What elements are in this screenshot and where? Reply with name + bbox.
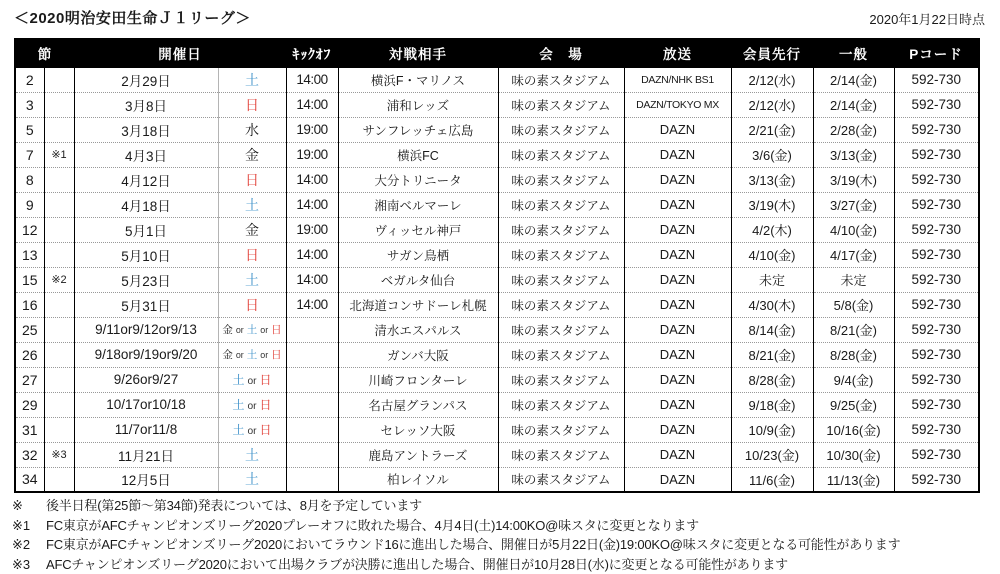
cell-bc: DAZN bbox=[624, 192, 731, 217]
cell-date: 12月5日 bbox=[74, 467, 218, 492]
cell-round: 9 bbox=[15, 192, 44, 217]
header-cell: 開催日 bbox=[74, 39, 286, 67]
day-of-week: 土 bbox=[245, 271, 259, 288]
cell-round: 5 bbox=[15, 117, 44, 142]
note-line bbox=[12, 516, 988, 536]
cell-pcode: 592-730 bbox=[894, 167, 979, 192]
cell-day bbox=[218, 242, 286, 267]
cell-general: 2/28(金) bbox=[813, 117, 894, 142]
page-title: ＜2020明治安田生命Ｊ１リーグ＞ bbox=[14, 10, 251, 27]
day-or-text: or bbox=[247, 401, 257, 412]
cell-venue: 味の素スタジアム bbox=[498, 167, 624, 192]
cell-venue: 味の素スタジアム bbox=[498, 342, 624, 367]
cell-member: 3/13(金) bbox=[731, 167, 813, 192]
table-row bbox=[15, 192, 979, 217]
cell-date: 3月18日 bbox=[74, 117, 218, 142]
header-cell: 会 場 bbox=[498, 39, 624, 67]
cell-kick bbox=[286, 442, 338, 467]
day-of-week: 土 bbox=[246, 324, 258, 336]
cell-pcode: 592-730 bbox=[894, 117, 979, 142]
cell-remark bbox=[44, 467, 74, 492]
cell-date: 9/26or9/27 bbox=[74, 367, 218, 392]
cell-member: 4/10(金) bbox=[731, 242, 813, 267]
cell-date: 9/18or9/19or9/20 bbox=[74, 342, 218, 367]
cell-opp: 名古屋グランパス bbox=[338, 392, 498, 417]
table-row bbox=[15, 142, 979, 167]
cell-pcode: 592-730 bbox=[894, 142, 979, 167]
header-cell: Pコード bbox=[894, 39, 979, 67]
cell-remark bbox=[44, 117, 74, 142]
table-row bbox=[15, 67, 979, 92]
cell-pcode: 592-730 bbox=[894, 467, 979, 492]
day-of-week: 日 bbox=[271, 324, 282, 336]
cell-round: 3 bbox=[15, 92, 44, 117]
day-or-text: or bbox=[247, 376, 257, 387]
cell-pcode: 592-730 bbox=[894, 217, 979, 242]
cell-opp: 横浜FC bbox=[338, 142, 498, 167]
top-bar bbox=[14, 7, 985, 28]
cell-pcode: 592-730 bbox=[894, 367, 979, 392]
cell-date: 4月3日 bbox=[74, 142, 218, 167]
cell-member: 未定 bbox=[731, 267, 813, 292]
cell-date: 5月1日 bbox=[74, 217, 218, 242]
cell-general: 5/8(金) bbox=[813, 292, 894, 317]
cell-venue: 味の素スタジアム bbox=[498, 217, 624, 242]
cell-kick: 19:00 bbox=[286, 142, 338, 167]
table-row bbox=[15, 467, 979, 492]
day-of-week: 金 bbox=[245, 146, 259, 163]
day-of-week: 日 bbox=[259, 423, 272, 437]
day-or-text: or bbox=[235, 350, 244, 360]
cell-general: 4/17(金) bbox=[813, 242, 894, 267]
cell-kick: 14:00 bbox=[286, 192, 338, 217]
cell-kick bbox=[286, 342, 338, 367]
cell-opp: ヴィッセル神戸 bbox=[338, 217, 498, 242]
cell-kick: 19:00 bbox=[286, 117, 338, 142]
note-mark: ※1 bbox=[12, 517, 31, 533]
cell-general: 8/21(金) bbox=[813, 317, 894, 342]
cell-round: 7 bbox=[15, 142, 44, 167]
table-row bbox=[15, 317, 979, 342]
cell-general: 4/10(金) bbox=[813, 217, 894, 242]
table-row bbox=[15, 367, 979, 392]
cell-general: 9/25(金) bbox=[813, 392, 894, 417]
cell-bc: DAZN bbox=[624, 292, 731, 317]
cell-round: 34 bbox=[15, 467, 44, 492]
header-cell: 節 bbox=[15, 39, 74, 67]
table-row bbox=[15, 117, 979, 142]
cell-kick: 14:00 bbox=[286, 267, 338, 292]
cell-opp: 鹿島アントラーズ bbox=[338, 442, 498, 467]
cell-opp: 川崎フロンターレ bbox=[338, 367, 498, 392]
cell-remark bbox=[44, 417, 74, 442]
table-header bbox=[15, 39, 979, 67]
cell-remark bbox=[44, 192, 74, 217]
day-of-week: 土 bbox=[232, 373, 245, 387]
cell-member: 11/6(金) bbox=[731, 467, 813, 492]
cell-date: 10/17or10/18 bbox=[74, 392, 218, 417]
cell-pcode: 592-730 bbox=[894, 392, 979, 417]
cell-venue: 味の素スタジアム bbox=[498, 317, 624, 342]
cell-bc: DAZN bbox=[624, 367, 731, 392]
cell-date: 11月21日 bbox=[74, 442, 218, 467]
table-header-row bbox=[15, 39, 979, 67]
cell-pcode: 592-730 bbox=[894, 192, 979, 217]
cell-day bbox=[218, 67, 286, 92]
cell-venue: 味の素スタジアム bbox=[498, 67, 624, 92]
cell-day bbox=[218, 292, 286, 317]
cell-round: 13 bbox=[15, 242, 44, 267]
cell-general: 11/13(金) bbox=[813, 467, 894, 492]
notes bbox=[12, 496, 988, 574]
cell-round: 12 bbox=[15, 217, 44, 242]
cell-date: 4月12日 bbox=[74, 167, 218, 192]
day-of-week: 日 bbox=[259, 373, 272, 387]
table-row bbox=[15, 242, 979, 267]
cell-remark bbox=[44, 92, 74, 117]
cell-general: 3/19(木) bbox=[813, 167, 894, 192]
cell-day bbox=[218, 192, 286, 217]
schedule-table bbox=[14, 38, 980, 493]
cell-kick bbox=[286, 417, 338, 442]
table-row bbox=[15, 217, 979, 242]
cell-general: 2/14(金) bbox=[813, 92, 894, 117]
table-row bbox=[15, 267, 979, 292]
header-cell: ｷｯｸｵﾌ bbox=[286, 39, 338, 67]
cell-venue: 味の素スタジアム bbox=[498, 242, 624, 267]
table-row bbox=[15, 442, 979, 467]
cell-opp: 大分トリニータ bbox=[338, 167, 498, 192]
cell-day bbox=[218, 267, 286, 292]
note-line bbox=[12, 555, 988, 574]
cell-venue: 味の素スタジアム bbox=[498, 417, 624, 442]
cell-day bbox=[218, 92, 286, 117]
cell-bc: DAZN bbox=[624, 117, 731, 142]
day-or-text: or bbox=[247, 426, 257, 437]
cell-bc: DAZN/TOKYO MX bbox=[624, 92, 731, 117]
cell-general: 未定 bbox=[813, 267, 894, 292]
cell-general: 3/13(金) bbox=[813, 142, 894, 167]
table-row bbox=[15, 417, 979, 442]
cell-kick bbox=[286, 367, 338, 392]
cell-venue: 味の素スタジアム bbox=[498, 142, 624, 167]
cell-pcode: 592-730 bbox=[894, 417, 979, 442]
cell-bc: DAZN bbox=[624, 167, 731, 192]
cell-bc: DAZN/NHK BS1 bbox=[624, 67, 731, 92]
note-mark: ※ bbox=[12, 498, 23, 513]
cell-remark: ※2 bbox=[44, 267, 74, 292]
cell-member: 9/18(金) bbox=[731, 392, 813, 417]
cell-member: 10/23(金) bbox=[731, 442, 813, 467]
cell-venue: 味の素スタジアム bbox=[498, 367, 624, 392]
table-row bbox=[15, 342, 979, 367]
cell-date: 11/7or11/8 bbox=[74, 417, 218, 442]
cell-venue: 味の素スタジアム bbox=[498, 467, 624, 492]
cell-general: 8/28(金) bbox=[813, 342, 894, 367]
cell-venue: 味の素スタジアム bbox=[498, 442, 624, 467]
cell-general: 10/16(金) bbox=[813, 417, 894, 442]
day-of-week: 日 bbox=[245, 296, 259, 313]
cell-pcode: 592-730 bbox=[894, 442, 979, 467]
note-line bbox=[12, 535, 988, 555]
header-cell: 会員先行 bbox=[731, 39, 813, 67]
cell-round: 32 bbox=[15, 442, 44, 467]
cell-kick: 14:00 bbox=[286, 67, 338, 92]
day-of-week: 日 bbox=[271, 349, 282, 361]
day-of-week: 日 bbox=[245, 246, 259, 263]
cell-venue: 味の素スタジアム bbox=[498, 292, 624, 317]
cell-opp: サンフレッチェ広島 bbox=[338, 117, 498, 142]
cell-opp: ガンバ大阪 bbox=[338, 342, 498, 367]
day-of-week: 土 bbox=[232, 423, 245, 437]
cell-pcode: 592-730 bbox=[894, 67, 979, 92]
cell-venue: 味の素スタジアム bbox=[498, 267, 624, 292]
cell-bc: DAZN bbox=[624, 267, 731, 292]
day-of-week: 土 bbox=[246, 349, 258, 361]
cell-round: 27 bbox=[15, 367, 44, 392]
note-text: 後半日程(第25節～第34節)発表については、8月を予定しています bbox=[46, 498, 422, 513]
table-row bbox=[15, 92, 979, 117]
cell-opp: 横浜F・マリノス bbox=[338, 67, 498, 92]
cell-bc: DAZN bbox=[624, 242, 731, 267]
cell-remark bbox=[44, 342, 74, 367]
as-of-date: 2020年1月22日時点 bbox=[869, 12, 985, 27]
note-text: FC東京がAFCチャンピオンズリーグ2020においてラウンド16に進出した場合、開催日が5月22日(金)19:00KO@味スタに変更となる可能性があります bbox=[46, 537, 901, 552]
table-row bbox=[15, 167, 979, 192]
cell-date: 5月31日 bbox=[74, 292, 218, 317]
header-cell: 放送 bbox=[624, 39, 731, 67]
cell-opp: 北海道コンサドーレ札幌 bbox=[338, 292, 498, 317]
cell-remark bbox=[44, 292, 74, 317]
note-text: AFCチャンピオンズリーグ2020において出場クラブが決勝に進出した場合、開催日が10月28日(水)に変更となる可能性があります bbox=[46, 556, 788, 572]
cell-member: 4/30(木) bbox=[731, 292, 813, 317]
cell-date: 2月29日 bbox=[74, 67, 218, 92]
note-mark: ※3 bbox=[12, 556, 31, 572]
cell-day bbox=[218, 417, 286, 442]
cell-kick: 14:00 bbox=[286, 167, 338, 192]
cell-opp: 柏レイソル bbox=[338, 467, 498, 492]
cell-bc: DAZN bbox=[624, 392, 731, 417]
note-line bbox=[12, 496, 988, 516]
cell-general: 10/30(金) bbox=[813, 442, 894, 467]
cell-kick bbox=[286, 317, 338, 342]
cell-date: 4月18日 bbox=[74, 192, 218, 217]
cell-bc: DAZN bbox=[624, 317, 731, 342]
cell-round: 25 bbox=[15, 317, 44, 342]
cell-opp: 湘南ベルマーレ bbox=[338, 192, 498, 217]
cell-day bbox=[218, 317, 286, 342]
cell-member: 10/9(金) bbox=[731, 417, 813, 442]
cell-date: 5月23日 bbox=[74, 267, 218, 292]
day-of-week: 水 bbox=[245, 121, 259, 138]
cell-venue: 味の素スタジアム bbox=[498, 92, 624, 117]
cell-opp: サガン鳥栖 bbox=[338, 242, 498, 267]
cell-bc: DAZN bbox=[624, 342, 731, 367]
cell-date: 5月10日 bbox=[74, 242, 218, 267]
cell-pcode: 592-730 bbox=[894, 92, 979, 117]
day-of-week: 土 bbox=[245, 471, 259, 488]
cell-pcode: 592-730 bbox=[894, 242, 979, 267]
cell-day bbox=[218, 392, 286, 417]
cell-member: 2/12(水) bbox=[731, 92, 813, 117]
table-row bbox=[15, 292, 979, 317]
cell-pcode: 592-730 bbox=[894, 292, 979, 317]
cell-member: 8/14(金) bbox=[731, 317, 813, 342]
day-of-week: 金 bbox=[245, 221, 259, 238]
cell-venue: 味の素スタジアム bbox=[498, 192, 624, 217]
header-cell: 一般 bbox=[813, 39, 894, 67]
cell-day bbox=[218, 142, 286, 167]
cell-date: 3月8日 bbox=[74, 92, 218, 117]
cell-round: 26 bbox=[15, 342, 44, 367]
cell-day bbox=[218, 342, 286, 367]
cell-opp: セレッソ大阪 bbox=[338, 417, 498, 442]
cell-day bbox=[218, 467, 286, 492]
day-of-week: 日 bbox=[259, 398, 272, 412]
cell-day bbox=[218, 167, 286, 192]
day-of-week: 土 bbox=[245, 446, 259, 463]
note-text: FC東京がAFCチャンピオンズリーグ2020プレーオフに敗れた場合、4月4日(土)14:00KO@味スタに変更となります bbox=[46, 517, 699, 533]
cell-remark: ※1 bbox=[44, 142, 74, 167]
cell-member: 4/2(木) bbox=[731, 217, 813, 242]
note-mark: ※2 bbox=[12, 537, 31, 552]
cell-member: 8/28(金) bbox=[731, 367, 813, 392]
cell-member: 2/21(金) bbox=[731, 117, 813, 142]
cell-remark bbox=[44, 167, 74, 192]
cell-member: 2/12(水) bbox=[731, 67, 813, 92]
cell-member: 8/21(金) bbox=[731, 342, 813, 367]
cell-day bbox=[218, 367, 286, 392]
day-or-text: or bbox=[235, 325, 244, 335]
day-or-text: or bbox=[260, 325, 269, 335]
cell-day bbox=[218, 442, 286, 467]
cell-round: 15 bbox=[15, 267, 44, 292]
cell-kick bbox=[286, 392, 338, 417]
cell-pcode: 592-730 bbox=[894, 317, 979, 342]
cell-round: 31 bbox=[15, 417, 44, 442]
cell-opp: 清水エスパルス bbox=[338, 317, 498, 342]
cell-general: 2/14(金) bbox=[813, 67, 894, 92]
cell-general: 9/4(金) bbox=[813, 367, 894, 392]
cell-remark bbox=[44, 317, 74, 342]
day-of-week: 金 bbox=[222, 324, 233, 336]
cell-kick bbox=[286, 467, 338, 492]
cell-venue: 味の素スタジアム bbox=[498, 392, 624, 417]
cell-kick: 14:00 bbox=[286, 92, 338, 117]
cell-opp: 浦和レッズ bbox=[338, 92, 498, 117]
cell-day bbox=[218, 217, 286, 242]
cell-bc: DAZN bbox=[624, 217, 731, 242]
cell-venue: 味の素スタジアム bbox=[498, 117, 624, 142]
day-of-week: 土 bbox=[245, 196, 259, 213]
cell-opp: ベガルタ仙台 bbox=[338, 267, 498, 292]
cell-day bbox=[218, 117, 286, 142]
day-of-week: 土 bbox=[245, 71, 259, 88]
cell-member: 3/19(木) bbox=[731, 192, 813, 217]
header-cell: 対戦相手 bbox=[338, 39, 498, 67]
cell-remark bbox=[44, 367, 74, 392]
cell-remark: ※3 bbox=[44, 442, 74, 467]
cell-bc: DAZN bbox=[624, 142, 731, 167]
cell-pcode: 592-730 bbox=[894, 342, 979, 367]
cell-bc: DAZN bbox=[624, 417, 731, 442]
cell-remark bbox=[44, 242, 74, 267]
day-of-week: 土 bbox=[232, 398, 245, 412]
cell-remark bbox=[44, 67, 74, 92]
cell-pcode: 592-730 bbox=[894, 267, 979, 292]
schedule-rows bbox=[15, 67, 979, 492]
table-row bbox=[15, 392, 979, 417]
cell-remark bbox=[44, 217, 74, 242]
cell-round: 2 bbox=[15, 67, 44, 92]
day-of-week: 金 bbox=[222, 349, 233, 361]
day-of-week: 日 bbox=[245, 96, 259, 113]
day-of-week: 日 bbox=[245, 171, 259, 188]
cell-general: 3/27(金) bbox=[813, 192, 894, 217]
cell-round: 16 bbox=[15, 292, 44, 317]
cell-round: 29 bbox=[15, 392, 44, 417]
cell-member: 3/6(金) bbox=[731, 142, 813, 167]
cell-kick: 19:00 bbox=[286, 217, 338, 242]
cell-kick: 14:00 bbox=[286, 242, 338, 267]
cell-remark bbox=[44, 392, 74, 417]
cell-bc: DAZN bbox=[624, 467, 731, 492]
cell-round: 8 bbox=[15, 167, 44, 192]
cell-kick: 14:00 bbox=[286, 292, 338, 317]
day-or-text: or bbox=[260, 350, 269, 360]
cell-date: 9/11or9/12or9/13 bbox=[74, 317, 218, 342]
cell-bc: DAZN bbox=[624, 442, 731, 467]
